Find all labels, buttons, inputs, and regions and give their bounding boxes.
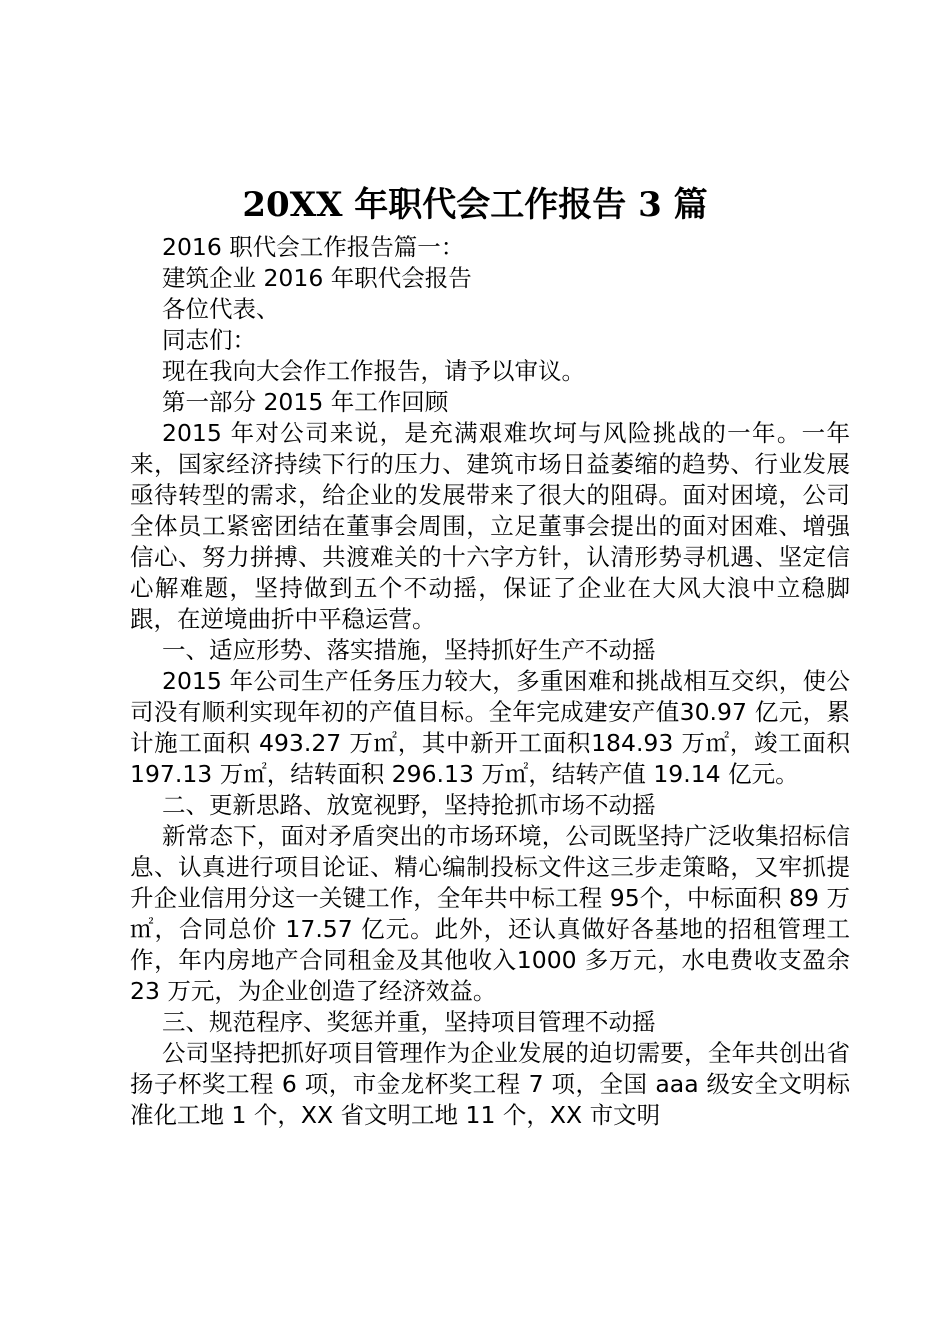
paragraph-salutation-delegates: 各位代表、 [162,295,280,323]
document-title: 20XX 年职代会工作报告 3 篇 [242,185,708,225]
subheading-project-management: 三、规范程序、奖惩并重，坚持项目管理不动摇 [162,1008,656,1036]
subheading-market: 二、更新思路、放宽视野，坚持抢抓市场不动摇 [162,791,656,819]
section-heading-part-one: 第一部分 2015 年工作回顾 [162,388,449,416]
subheading-production: 一、适应形势、落实措施，坚持抓好生产不动摇 [162,636,656,664]
paragraph-market: 新常态下，面对矛盾突出的市场环境，公司既坚持广泛收集招标信息、认真进行项目论证、精心编制投标文件这三步走策略，又牢抓提升企业信用分这一关键工作，全年共中标工程 95个，中标面积 89 万㎡，合同总价 17.57 亿元。此外，还认真做好各基地的招租管理工作，年内房地产合同租金及其他收入1000 多万元，水电费收支盈余 23 万元，为企业创造了经济效益。 [130,822,850,1005]
paragraph-report-heading: 2016 职代会工作报告篇一： [162,233,465,261]
paragraph-report-subtitle: 建筑企业 2016 年职代会报告 [162,264,472,292]
paragraph-opening: 现在我向大会作工作报告，请予以审议。 [162,357,585,385]
paragraph-year-review: 2015 年对公司来说，是充满艰难坎坷与风险挑战的一年。一年来，国家经济持续下行的压力、建筑市场日益萎缩的趋势、行业发展亟待转型的需求，给企业的发展带来了很大的阻碍。面对困境，公司全体员工紧密团结在董事会周围，立足董事会提出的面对困难、增强信心、努力拼搏、共渡难关的十六字方针，认清形势寻机遇、坚定信心解难题，坚持做到五个不动摇，保证了企业在大风大浪中立稳脚跟，在逆境曲折中平稳运营。 [130,419,850,633]
paragraph-production: 2015 年公司生产任务压力较大，多重困难和挑战相互交织，使公司没有顺利实现年初的产值目标。全年完成建安产值30.97 亿元，累计施工面积 493.27 万㎡，其中新开工面积184.93 万㎡，竣工面积 197.13 万㎡，结转面积 296.13 万㎡，结转产值 19.14 亿元。 [130,667,850,788]
document-body [130,232,850,1131]
paragraph-project-management: 公司坚持把抓好项目管理作为企业发展的迫切需要，全年共创出省扬子杯奖工程 6 项，市金龙杯奖工程 7 项，全国 aaa 级安全文明标准化工地 1 个，XX 省文明工地 11 个，XX 市文明 [130,1039,850,1129]
paragraph-salutation-comrades: 同志们： [162,326,256,354]
